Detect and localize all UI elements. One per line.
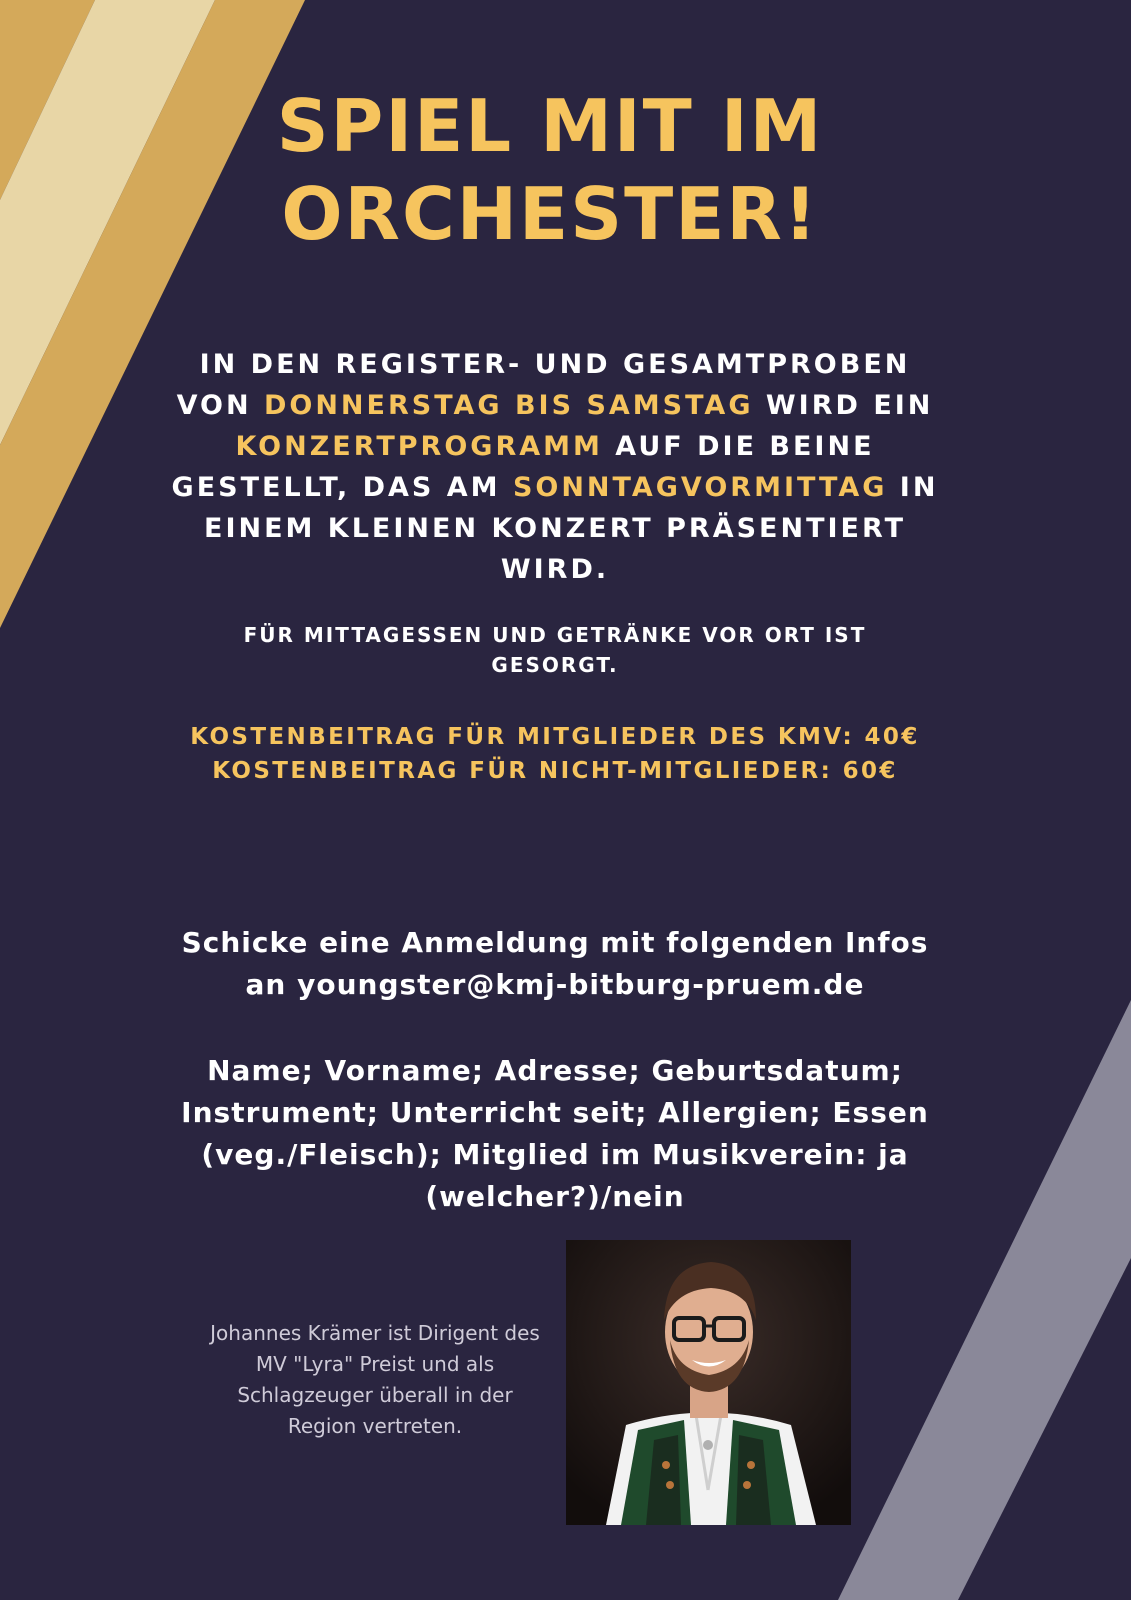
portrait-photo-icon [566,1240,851,1525]
signup-instruction: Schicke eine Anmeldung mit folgenden Infos an youngster@kmj-bitburg-pruem.de [181,926,929,1001]
cost-info [165,720,945,788]
cost-non-members: KOSTENBEITRAG FÜR NICHT-MITGLIEDER: 60€ [212,758,898,784]
intro-text-1: IN DEN REGISTER- UND GESAMTPROBEN VON [176,349,911,421]
intro-text-2: WIRD EIN [753,390,934,421]
required-fields: Name; Vorname; Adresse; Geburtsdatum; Instrument; Unterricht seit; Allergien; Essen (veg./Fleisch); Mitglied im Musikverein: ja (welcher?)/nein [181,1054,929,1213]
intro-highlight-days: DONNERSTAG BIS SAMSTAG [263,390,754,421]
intro-text-4: IN EINEM KLEINEN KONZERT PRÄSENTIERT WIRD. [204,472,939,585]
intro-highlight-sunday: SONNTAGVORMITTAG [512,472,888,503]
conductor-photo [566,1240,851,1525]
headline [250,82,850,258]
intro-paragraph [170,344,940,590]
headline-line-1: SPIEL MIT IM [276,84,824,168]
headline-line-2: ORCHESTER! [281,172,819,256]
intro-highlight-program: KONZERTPROGRAMM [235,431,603,462]
conductor-bio: Johannes Krämer ist Dirigent des MV "Lyra" Preist und als Schlagzeuger überall in der Region vertreten. [210,1321,540,1438]
meal-note: FÜR MITTAGESSEN UND GETRÄNKE VOR ORT IST GESORGT. [243,623,867,677]
intro-text-3: AUF DIE BEINE GESTELLT, DAS AM [171,431,875,503]
cost-members: KOSTENBEITRAG FÜR MITGLIEDER DES KMV: 40€ [190,724,920,750]
